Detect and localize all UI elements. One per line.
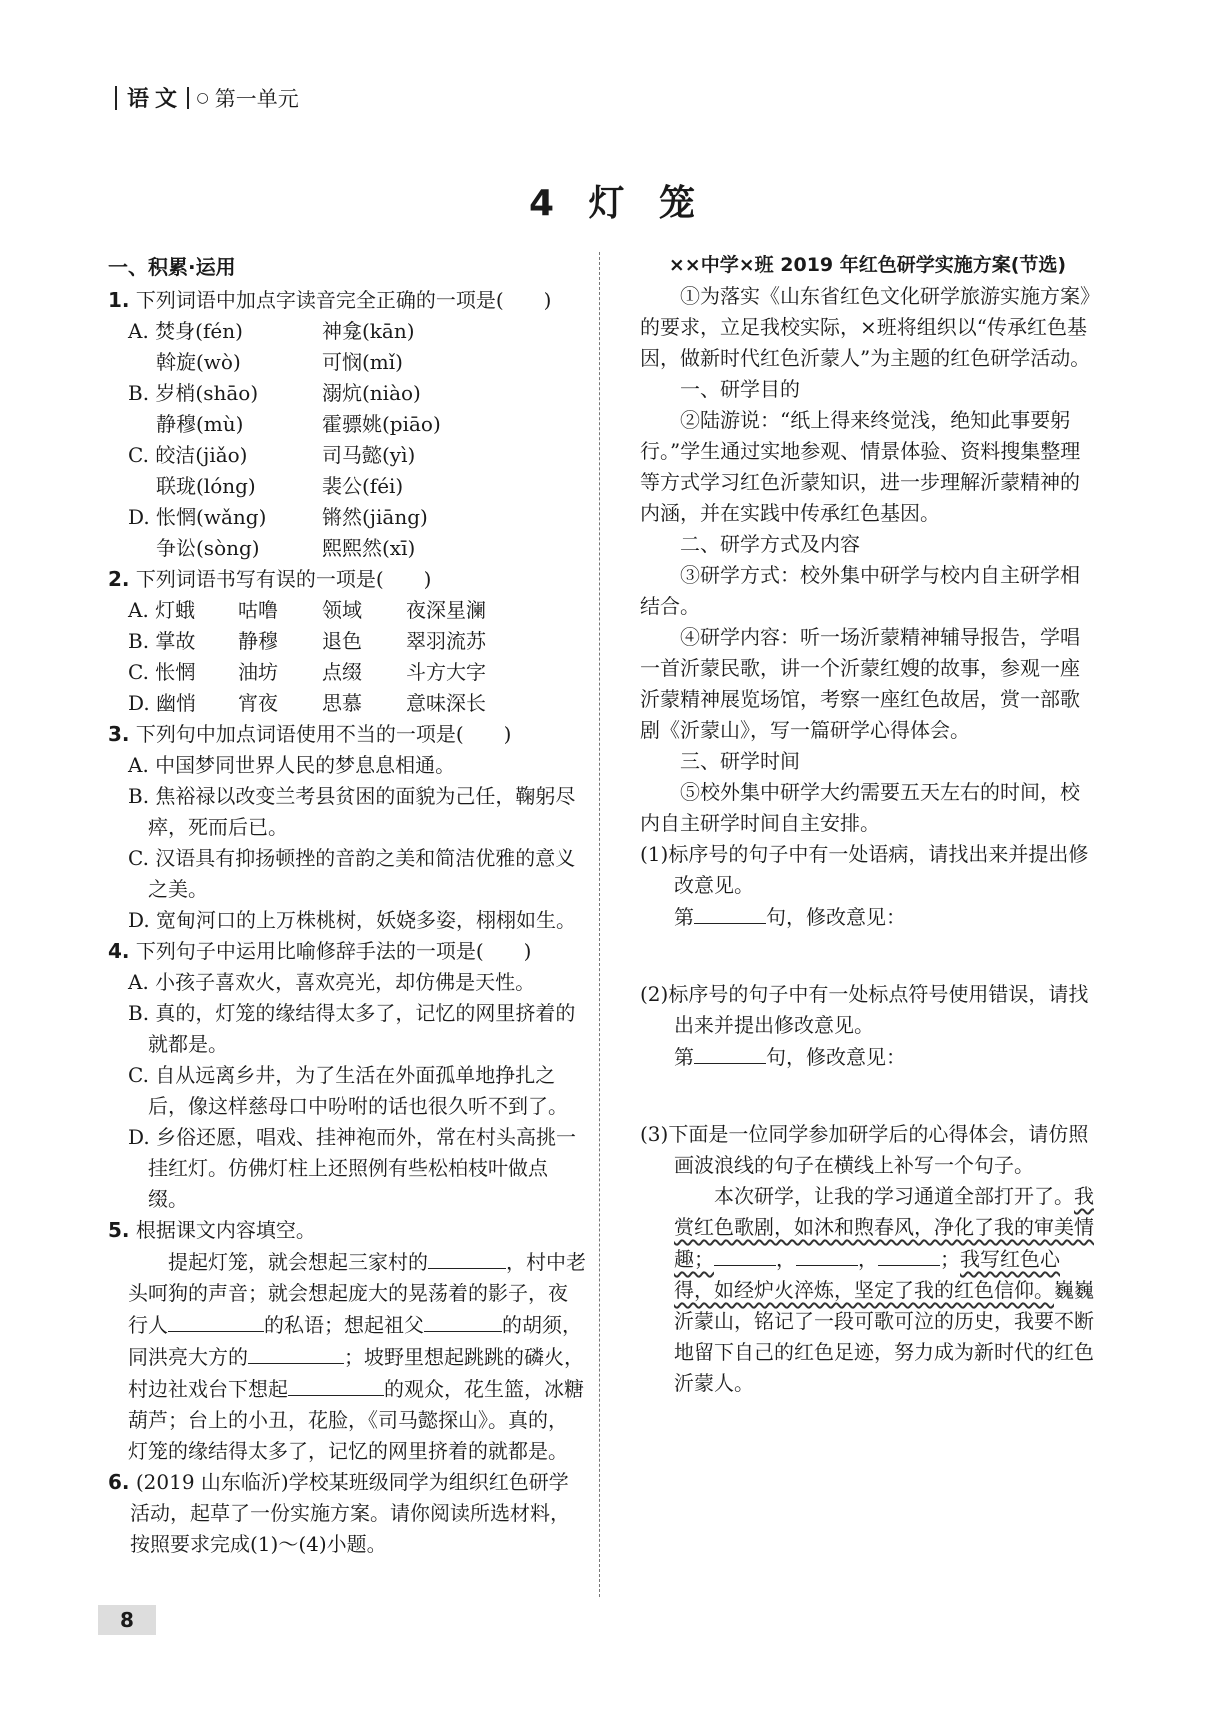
word-row bbox=[108, 626, 586, 657]
question-6 bbox=[108, 1467, 586, 1560]
answer-blank[interactable] bbox=[248, 1341, 344, 1364]
answer-blank[interactable] bbox=[796, 1243, 858, 1266]
doc-paragraph-5: ⑤校外集中研学大约需要五天左右的时间，校内自主研学时间自主安排。 bbox=[640, 780, 1080, 835]
option-c: C. 自从远离乡井，为了生活在外面孤单地挣扎之后，像这样慈母口中吩咐的话也很久听不到了。 bbox=[128, 1063, 568, 1118]
header-bar bbox=[115, 86, 117, 110]
answer-line bbox=[640, 901, 1095, 933]
lesson-title: 4 灯 笼 bbox=[528, 183, 696, 224]
question-number: 6. bbox=[108, 1470, 130, 1494]
option-c-word2: 司马懿(yì) bbox=[322, 443, 416, 467]
answer-suffix: 句，修改意见： bbox=[766, 1045, 906, 1069]
wavy-sentence: 我写红色心得，如经炉火淬炼，坚定了我的红色信仰。 bbox=[674, 1247, 1060, 1302]
word-row bbox=[108, 595, 586, 626]
option-c-word4: 裴公(féi) bbox=[322, 474, 404, 498]
question-1 bbox=[108, 285, 586, 316]
answer-line bbox=[640, 1041, 1095, 1073]
question-5 bbox=[108, 1215, 586, 1246]
option-a: A. 小孩子喜欢火，喜欢亮光，却仿佛是天性。 bbox=[128, 970, 536, 994]
answer-blank[interactable] bbox=[694, 1041, 766, 1064]
unit-label: 第一单元 bbox=[214, 86, 299, 111]
word-cell: 咕噜 bbox=[238, 598, 278, 622]
option-b: B. 焦裕禄以改变兰考县贫困的面貌为己任，鞠躬尽瘁，死而后已。 bbox=[128, 784, 576, 839]
option-a: A. 中国梦同世界人民的梦息息相通。 bbox=[128, 753, 456, 777]
word-row bbox=[108, 688, 586, 719]
subject-label: 语文 bbox=[127, 87, 184, 112]
option-d: D. 宽甸河口的上万株桃树，妖娆多姿，栩栩如生。 bbox=[128, 908, 577, 932]
passage-text: 的胡须，同洪亮大方的 bbox=[128, 1313, 582, 1369]
page-number: 8 bbox=[98, 1605, 156, 1635]
question-number: 5. bbox=[108, 1218, 130, 1242]
option-b-word4: 霍骠姚(piāo) bbox=[322, 412, 441, 436]
answer-prefix: 第 bbox=[674, 905, 694, 929]
passage-text: ；坡野里想起跳跳的磷火，村边社戏台下想起 bbox=[128, 1345, 584, 1401]
question-3 bbox=[108, 719, 586, 750]
option-a-word3: 斡旋(wò) bbox=[156, 350, 241, 374]
word-cell: D. 幽悄 bbox=[128, 691, 197, 715]
sub-question-3: (3)下面是一位同学参加研学后的心得体会，请仿照画波浪线的句子在横线上补写一个句子。 bbox=[640, 1122, 1089, 1177]
answer-blank[interactable] bbox=[428, 1246, 506, 1269]
answer-space[interactable] bbox=[640, 1073, 1095, 1119]
word-cell: 静穆 bbox=[238, 629, 278, 653]
option-row bbox=[108, 409, 586, 440]
answer-blank[interactable] bbox=[694, 901, 766, 924]
question-number: 1. bbox=[108, 288, 130, 312]
fill-in-passage bbox=[108, 1246, 586, 1467]
sub-question-1: (1)标序号的句子中有一处语病，请找出来并提出修改意见。 bbox=[640, 842, 1089, 897]
document-title: ××中学×班 2019 年红色研学实施方案(节选) bbox=[668, 254, 1067, 276]
header-separator bbox=[187, 87, 189, 109]
word-cell: 思慕 bbox=[322, 691, 362, 715]
option-c-word3: 联珑(lóng) bbox=[156, 474, 256, 498]
word-cell: 意味深长 bbox=[406, 691, 486, 715]
option-d-word4: 熙熙然(xī) bbox=[322, 536, 416, 560]
option-b-word2: 溺炕(niào) bbox=[322, 381, 421, 405]
question-2 bbox=[108, 564, 586, 595]
column-divider bbox=[599, 252, 600, 1597]
passage-text: 提起灯笼，就会想起三家村的 bbox=[168, 1250, 428, 1274]
option-b-word3: 静穆(mù) bbox=[156, 412, 244, 436]
option-d-word2: 锵然(jiāng) bbox=[322, 505, 428, 529]
question-stem: 下列句子中运用比喻修辞手法的一项是( ) bbox=[135, 939, 532, 963]
option-a-word2: 神龛(kān) bbox=[322, 319, 415, 343]
option-row bbox=[108, 378, 586, 409]
option-row bbox=[108, 471, 586, 502]
word-cell: C. 怅惘 bbox=[128, 660, 196, 684]
option-d: D. 乡俗还愿，唱戏、挂神袍而外，常在村头高挑一挂红灯。仿佛灯柱上还照例有些松柏枝叶做点缀。 bbox=[128, 1125, 577, 1211]
option-b-word1: B. 岁梢(shāo) bbox=[128, 381, 259, 405]
question-stem: 下列词语中加点字读音完全正确的一项是( ) bbox=[135, 288, 552, 312]
answer-blank[interactable] bbox=[288, 1373, 384, 1396]
passage-text: 的观众，花生篮，冰糖葫芦；台上的小丑，花脸，《司马懿探山》。真的，灯笼的缘结得太多了，记忆的网里挤着的就都是。 bbox=[128, 1377, 584, 1463]
option-row bbox=[108, 533, 586, 564]
option-row bbox=[108, 440, 586, 471]
option-row bbox=[108, 316, 586, 347]
word-cell: 宵夜 bbox=[238, 691, 278, 715]
doc-heading-2: 二、研学方式及内容 bbox=[680, 532, 860, 556]
passage-text: ； bbox=[940, 1247, 960, 1271]
word-cell: 斗方大字 bbox=[406, 660, 486, 684]
page-header bbox=[115, 82, 299, 113]
doc-paragraph-1: ①为落实《山东省红色文化研学旅游实施方案》的要求，立足我校实际，×班将组织以“传承红色基因，做新时代红色沂蒙人”为主题的红色研学活动。 bbox=[640, 284, 1091, 370]
option-a-word4: 可悯(mǐ) bbox=[322, 350, 403, 374]
answer-prefix: 第 bbox=[674, 1045, 694, 1069]
passage-text: ，村中老头呵狗的声音；就会想起庞大的晃荡着的影子，夜行人 bbox=[128, 1250, 586, 1337]
word-row bbox=[108, 657, 586, 688]
option-c: C. 汉语具有抑扬顿挫的音韵之美和简洁优雅的意义之美。 bbox=[128, 846, 576, 901]
option-row bbox=[108, 347, 586, 378]
question-stem: 下列句中加点词语使用不当的一项是( ) bbox=[135, 722, 512, 746]
word-cell: 夜深星澜 bbox=[406, 598, 486, 622]
option-c-word1: C. 皎洁(jiǎo) bbox=[128, 443, 248, 467]
word-cell: A. 灯蛾 bbox=[128, 598, 196, 622]
option-b: B. 真的，灯笼的缘结得太多了，记忆的网里挤着的就都是。 bbox=[128, 1001, 576, 1056]
question-number: 2. bbox=[108, 567, 130, 591]
left-column bbox=[108, 252, 586, 1560]
doc-paragraph-4: ④研学内容：听一场沂蒙精神辅导报告，学唱一首沂蒙民歌，讲一个沂蒙红嫂的故事，参观一座沂蒙精神展览场馆，考察一座红色故居，赏一部歌剧《沂蒙山》，写一篇研学心得体会。 bbox=[640, 625, 1080, 742]
option-d-word3: 争讼(sòng) bbox=[156, 536, 260, 560]
word-cell: 领域 bbox=[322, 598, 362, 622]
doc-heading-1: 一、研学目的 bbox=[680, 377, 800, 401]
answer-blank[interactable] bbox=[424, 1309, 502, 1332]
option-row bbox=[108, 502, 586, 533]
passage-text: 本次研学，让我的学习通道全部打开了。 bbox=[714, 1184, 1074, 1208]
section-heading: 一、积累·运用 bbox=[108, 255, 236, 279]
doc-paragraph-2: ②陆游说：“纸上得来终觉浅，绝知此事要躬行。”学生通过实地参观、情景体验、资料搜集整理等方式学习红色沂蒙知识，进一步理解沂蒙精神的内涵，并在实践中传承红色基因。 bbox=[640, 408, 1081, 525]
doc-paragraph-3: ③研学方式：校外集中研学与校内自主研学相结合。 bbox=[640, 563, 1080, 618]
word-cell: 翠羽流苏 bbox=[406, 629, 486, 653]
doc-heading-3: 三、研学时间 bbox=[680, 749, 800, 773]
question-stem: 下列词语书写有误的一项是( ) bbox=[135, 567, 432, 591]
passage-text: 巍巍沂蒙山，铭记了一段可歌可泣的历史，我要不断地留下自己的红色足迹，努力成为新时代的红色沂蒙人。 bbox=[674, 1278, 1094, 1395]
answer-blank[interactable] bbox=[714, 1243, 776, 1266]
option-a-word1: A. 焚身(fén) bbox=[128, 319, 243, 343]
circle-icon: ○ bbox=[196, 89, 209, 106]
answer-blank[interactable] bbox=[168, 1309, 264, 1332]
wavy-sentence: 我赏红色歌剧，如沐和煦春风，净化了我的审美情趣； bbox=[674, 1184, 1094, 1271]
word-cell: 退色 bbox=[322, 629, 362, 653]
right-column bbox=[640, 250, 1095, 1399]
word-cell: 点缀 bbox=[322, 660, 362, 684]
passage-text: 的私语；想起祖父 bbox=[264, 1313, 424, 1337]
imitation-passage: 本次研学，让我的学习通道全部打开了。我赏红色歌剧，如沐和煦春风，净化了我的审美情趣； ， ， ；我写红色心得，如经炉火淬炼，坚定了我的红色信仰。巍巍沂蒙山，铭记了一段可歌可泣的历史，我要不断地留下自己的红色足迹，努力成为新时代的红色沂蒙人。 bbox=[674, 1184, 1094, 1395]
word-cell: B. 掌故 bbox=[128, 629, 196, 653]
question-4 bbox=[108, 936, 586, 967]
word-cell: 油坊 bbox=[238, 660, 278, 684]
question-stem: 根据课文内容填空。 bbox=[135, 1218, 316, 1242]
answer-suffix: 句，修改意见： bbox=[766, 905, 906, 929]
answer-space[interactable] bbox=[640, 933, 1095, 979]
question-number: 4. bbox=[108, 939, 130, 963]
option-d-word1: D. 怅惘(wǎng) bbox=[128, 505, 267, 529]
sub-question-2: (2)标序号的句子中有一处标点符号使用错误，请找出来并提出修改意见。 bbox=[640, 982, 1089, 1037]
question-stem: (2019 山东临沂)学校某班级同学为组织红色研学活动，起草了一份实施方案。请你阅读所选材料，按照要求完成(1)～(4)小题。 bbox=[130, 1470, 570, 1556]
answer-blank[interactable] bbox=[878, 1243, 940, 1266]
question-number: 3. bbox=[108, 722, 130, 746]
